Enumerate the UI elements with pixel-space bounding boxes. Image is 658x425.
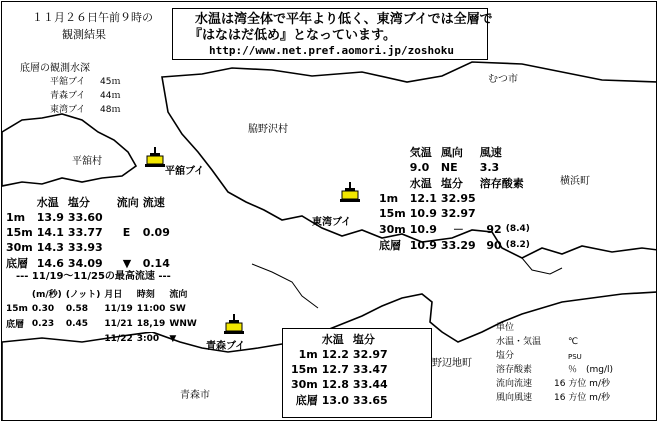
headline-line1: 水温は湾全体で平年より低く、東湾ブイでは全層で bbox=[195, 12, 493, 27]
table-row bbox=[4, 301, 199, 316]
column-header: 溶存酸素 bbox=[479, 177, 524, 190]
table-header-row bbox=[289, 331, 390, 347]
value-cell: 3:00 bbox=[136, 333, 160, 344]
depth-row-buoy: 青森ブイ bbox=[50, 91, 86, 101]
unit-value: ％ (mg/l) bbox=[568, 365, 614, 375]
value-cell: 14.1 bbox=[36, 226, 64, 239]
value-cell bbox=[105, 210, 141, 225]
value-cell: 32.97 bbox=[352, 348, 388, 361]
aomori-data-panel bbox=[282, 328, 432, 418]
column-header: 風向 bbox=[440, 146, 463, 159]
table-header-row bbox=[4, 286, 199, 301]
aomori-buoy-icon bbox=[224, 314, 244, 336]
value-cell: 90 bbox=[486, 238, 502, 252]
depth-row-value: 44ｍ bbox=[100, 91, 121, 101]
column-header: 水温 bbox=[321, 333, 344, 346]
depth-cell: 30m bbox=[6, 241, 33, 254]
column-header: 塩分 bbox=[352, 333, 375, 346]
higashi-data-panel bbox=[377, 142, 567, 254]
observation-caption: 観測結果 bbox=[62, 28, 106, 41]
tairadate-buoy-label: 平舘ブイ bbox=[165, 166, 205, 177]
value-cell: 13.0 bbox=[321, 393, 349, 407]
table-row bbox=[377, 221, 532, 237]
place-wakinosawa: 脇野沢村 bbox=[248, 124, 288, 135]
place-tairadate-village: 平舘村 bbox=[72, 156, 102, 167]
place-aomori-city: 青森市 bbox=[180, 390, 210, 401]
value-cell: 18,19 bbox=[136, 318, 166, 329]
column-header: 月日 bbox=[104, 290, 123, 300]
value-cell: 14.6 bbox=[36, 256, 64, 270]
depth-cell: 30m bbox=[291, 378, 318, 391]
unit-label: 溶存酸素 bbox=[496, 365, 533, 375]
depth-row-buoy: 平舘ブイ bbox=[50, 77, 86, 87]
depth-row-value: 45ｍ bbox=[100, 77, 121, 87]
value-cell bbox=[141, 240, 172, 255]
value-cell: (8.2) bbox=[505, 240, 530, 250]
column-header: 水温 bbox=[36, 196, 59, 209]
column-header bbox=[4, 286, 30, 301]
value-cell: 10.9 bbox=[409, 222, 437, 236]
value-cell: 33.65 bbox=[352, 393, 388, 407]
depth-row-value: 48ｍ bbox=[100, 105, 121, 115]
table-row bbox=[377, 237, 532, 253]
depth-cell: 底層 bbox=[6, 257, 28, 270]
table-row bbox=[377, 160, 532, 175]
table-row bbox=[4, 210, 172, 225]
table-row bbox=[289, 347, 390, 362]
value-cell: 12.2 bbox=[321, 348, 349, 361]
higashi-buoy-label: 東湾ブイ bbox=[312, 217, 352, 228]
value-cell: SW bbox=[169, 303, 186, 314]
value-cell: 33.60 bbox=[67, 211, 103, 224]
value-cell: 9.0 bbox=[409, 161, 430, 174]
value-cell: 11/19 bbox=[104, 303, 133, 314]
table-row bbox=[4, 331, 199, 346]
aomori-buoy-label: 青森ブイ bbox=[206, 341, 246, 352]
table-row bbox=[377, 206, 532, 221]
tairadate-buoy-icon bbox=[145, 147, 165, 169]
table-row bbox=[4, 225, 172, 240]
value-cell: ▼ bbox=[169, 333, 177, 344]
value-cell: WNW bbox=[169, 318, 197, 329]
headline-url-link[interactable]: http://www.net.pref.aomori.jp/zoshoku bbox=[209, 44, 455, 57]
value-cell: 34.09 bbox=[67, 256, 103, 270]
table-row bbox=[4, 316, 199, 331]
value-cell: 0.30 bbox=[31, 303, 55, 314]
unit-label: 塩分 bbox=[496, 351, 515, 361]
value-cell: 11:00 bbox=[136, 303, 166, 314]
observation-time: １１月２６日午前９時の bbox=[32, 11, 153, 24]
tairadate-data-panel bbox=[2, 192, 224, 344]
unit-value: 16 方位 m/秒 bbox=[554, 379, 610, 389]
depth-cell: 15m bbox=[291, 363, 318, 376]
value-cell: E bbox=[122, 226, 131, 239]
column-header: 気温 bbox=[409, 146, 432, 159]
table-row bbox=[289, 362, 390, 377]
value-cell: 10.9 bbox=[409, 207, 437, 220]
depth-cell: 1m bbox=[379, 192, 399, 205]
unit-value: 16 方位 m/秒 bbox=[554, 393, 610, 403]
table-row bbox=[4, 255, 172, 271]
value-cell: 3.3 bbox=[479, 161, 500, 174]
table-header-row bbox=[377, 175, 532, 191]
value-cell: 11/21 bbox=[104, 318, 133, 329]
unit-value: PSU bbox=[568, 353, 582, 361]
value-cell: 12.7 bbox=[321, 363, 349, 376]
depth-cell: 底層 bbox=[6, 320, 25, 330]
depth-cell: 1m bbox=[298, 348, 318, 361]
value-cell: 33.77 bbox=[67, 226, 103, 239]
value-cell: 33.93 bbox=[67, 241, 103, 254]
value-cell bbox=[478, 206, 504, 221]
table-row bbox=[4, 240, 172, 255]
value-cell: 92 bbox=[486, 222, 502, 236]
column-header: 流向 bbox=[169, 290, 188, 300]
higashi-buoy-icon bbox=[340, 182, 360, 204]
value-cell: 10.9 bbox=[409, 238, 437, 252]
value-cell bbox=[64, 331, 103, 346]
value-cell: 33.29 bbox=[440, 238, 476, 252]
column-header: 時刻 bbox=[136, 290, 155, 300]
headline-box bbox=[172, 8, 493, 60]
unit-label: 風向風速 bbox=[496, 393, 533, 403]
value-cell: 0.58 bbox=[65, 303, 89, 314]
tsugaru-land bbox=[2, 114, 136, 186]
column-header: (ノット) bbox=[65, 290, 101, 300]
value-cell: 12.8 bbox=[321, 378, 349, 391]
value-cell: 13.9 bbox=[36, 211, 64, 224]
units-title: 単位 bbox=[496, 323, 515, 333]
value-cell: 12.1 bbox=[409, 192, 437, 205]
value-cell: 33.47 bbox=[352, 363, 388, 376]
value-cell: NE bbox=[440, 161, 458, 174]
value-cell bbox=[105, 240, 141, 255]
table-header-row bbox=[4, 194, 172, 210]
depth-cell: 底層 bbox=[295, 394, 318, 407]
depth-cell: 15m bbox=[379, 207, 406, 220]
value-cell: － bbox=[452, 223, 464, 236]
column-header: 風速 bbox=[479, 146, 502, 159]
column-header: (m/秒) bbox=[31, 290, 62, 300]
column-header: 塩分 bbox=[67, 196, 90, 209]
depth-cell: 15m bbox=[6, 303, 28, 314]
max-speed-title: --- 11/19～11/25の最高流速 --- bbox=[16, 271, 171, 282]
value-cell: 14.3 bbox=[36, 241, 64, 254]
headline-line2: 『はなはだ低め』となっています。 bbox=[189, 28, 396, 43]
column-header: 塩分 bbox=[440, 177, 463, 190]
table-row bbox=[377, 191, 532, 206]
value-cell: (8.4) bbox=[505, 224, 530, 234]
map-canvas bbox=[1, 1, 657, 421]
column-header: 水温 bbox=[409, 177, 432, 190]
place-mutsu: むつ市 bbox=[488, 74, 518, 85]
value-cell bbox=[141, 210, 172, 225]
depth-cell: 1m bbox=[6, 211, 26, 224]
value-cell: 33.44 bbox=[352, 378, 388, 391]
unit-label: 水温・気温 bbox=[496, 337, 542, 347]
table-row bbox=[289, 392, 390, 408]
depth-cell bbox=[4, 331, 30, 346]
column-header: 流速 bbox=[142, 196, 165, 209]
place-yokohama: 横浜町 bbox=[560, 176, 590, 187]
unit-label: 流向流速 bbox=[496, 379, 533, 389]
value-cell: ▼ bbox=[122, 256, 132, 270]
value-cell bbox=[478, 191, 504, 206]
value-cell: 0.09 bbox=[142, 226, 170, 239]
depth-cell: 底層 bbox=[379, 239, 401, 252]
value-cell bbox=[30, 331, 64, 346]
unit-value: ℃ bbox=[568, 337, 579, 347]
table-header-row bbox=[377, 144, 532, 160]
place-noheji: 野辺地町 bbox=[432, 358, 472, 369]
value-cell: 11/22 bbox=[104, 333, 133, 344]
value-cell: 0.14 bbox=[142, 256, 170, 270]
value-cell: 32.97 bbox=[440, 207, 476, 220]
table-row bbox=[289, 377, 390, 392]
depth-legend-title: 底層の観測水深 bbox=[20, 63, 90, 74]
value-cell: 32.95 bbox=[440, 192, 476, 205]
value-cell: 0.23 bbox=[31, 318, 55, 329]
depth-cell: 30m bbox=[379, 222, 406, 236]
column-header: 流向 bbox=[116, 196, 139, 209]
value-cell: 0.45 bbox=[65, 318, 89, 329]
depth-cell: 15m bbox=[6, 226, 33, 239]
depth-row-buoy: 東湾ブイ bbox=[50, 105, 86, 115]
